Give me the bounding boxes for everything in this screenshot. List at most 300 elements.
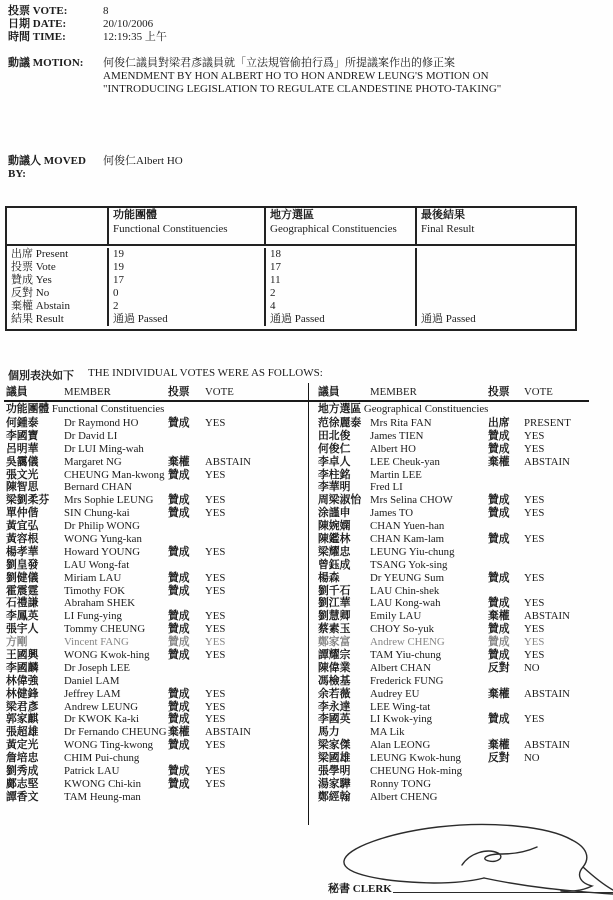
vote-row: [6, 649, 306, 662]
votes-table-header-left: [6, 386, 306, 400]
member-name-en: Mrs Selina CHOW: [370, 494, 453, 507]
vote-row: [318, 481, 610, 494]
member-name-cn: 劉健儀: [6, 571, 39, 584]
member-name-cn: 梁家傑: [318, 739, 351, 752]
motion-label: 動議 MOTION:: [8, 57, 84, 69]
member-vote-cn: [488, 469, 524, 482]
member-name-cn: 王國興: [6, 649, 39, 662]
member-vote-en: [205, 481, 306, 494]
vote-row: [318, 443, 610, 456]
member-name-cn: 陳偉業: [318, 661, 351, 674]
vote-meta-block: [8, 5, 167, 44]
member-vote-cn: [168, 533, 205, 546]
votes-column-divider: [308, 383, 309, 825]
member-name-cn: 馮檢基: [318, 674, 351, 687]
member-name-en: CHEUNG Man-kwong: [64, 468, 165, 481]
member-vote-en: [524, 701, 610, 714]
vote-row: [318, 675, 610, 688]
vote-number-value: 8: [103, 5, 109, 17]
geographical-group-title: [318, 403, 610, 417]
member-name-cn: 楊森: [318, 571, 340, 584]
vote-row: [318, 752, 610, 765]
member-vote-en: [524, 791, 610, 804]
vote-row: [6, 520, 306, 533]
member-vote-en: [524, 469, 610, 482]
vote-row: [6, 713, 306, 726]
votes-table-header-right: [318, 386, 610, 400]
member-name-en: Daniel LAM: [64, 674, 120, 687]
individual-votes-intro-label: 個別表決如下: [8, 370, 74, 382]
member-name-cn: 劉慧卿: [318, 610, 351, 623]
member-name-cn: 張超雄: [6, 726, 39, 739]
member-name-en: James TIEN: [370, 429, 424, 442]
member-name-cn: 馬力: [318, 726, 340, 739]
member-vote-cn: [488, 778, 524, 791]
member-vote-cn: 贊成: [168, 777, 190, 790]
motion-line: AMENDMENT BY HON ALBERT HO TO HON ANDREW LEUNG'S MOTION ON: [103, 70, 489, 82]
summary-final-value: [415, 300, 575, 313]
member-vote-cn: [488, 765, 524, 778]
geographical-rows: [318, 417, 610, 804]
summary-geographical-value: 2: [264, 287, 415, 300]
member-vote-en: YES: [205, 777, 226, 790]
individual-votes-intro: [8, 367, 323, 383]
vote-row: [6, 417, 306, 430]
member-name-cn: 李柱銘: [318, 468, 351, 481]
vote-row: [318, 739, 610, 752]
vote-row: [6, 778, 306, 791]
member-name-en: Dr Joseph LEE: [64, 661, 130, 674]
vote-row: [318, 713, 610, 726]
vote-row: [318, 546, 610, 559]
member-vote-en: [205, 791, 306, 804]
vote-row: [6, 636, 306, 649]
member-vote-cn: [168, 662, 205, 675]
member-vote-en: YES: [205, 610, 226, 623]
member-vote-cn: [168, 481, 205, 494]
summary-geographical-value: 通過 Passed: [264, 313, 415, 326]
member-name-cn: 李永達: [318, 700, 351, 713]
vote-row: [6, 688, 306, 701]
member-vote-en: [205, 533, 306, 546]
vote-row: [318, 688, 610, 701]
time-row: [8, 31, 167, 44]
member-name-cn: 陳鑑林: [318, 533, 351, 546]
vote-row: [6, 791, 306, 804]
moved-by-row: [8, 155, 183, 181]
member-vote-en: [524, 559, 610, 572]
geographical-group-title-cn: 地方選區: [318, 403, 362, 415]
member-name-en: Andrew CHENG: [370, 636, 445, 649]
vote-row: [6, 597, 306, 610]
member-vote-en: [205, 662, 306, 675]
member-name-cn: 黃宜弘: [6, 520, 39, 533]
member-vote-en: NO: [524, 661, 540, 674]
member-name-cn: 方剛: [6, 636, 28, 649]
summary-functional-value: 2: [107, 300, 264, 313]
member-vote-cn: 贊成: [488, 507, 510, 520]
member-name-cn: 曾鈺成: [318, 558, 351, 571]
member-vote-en: YES: [205, 649, 226, 662]
member-vote-en: YES: [524, 429, 545, 442]
member-name-en: CHAN Kam-lam: [370, 533, 445, 546]
summary-final-value: 通過 Passed: [415, 313, 575, 326]
moved-by-label: 動議人 MOVED BY:: [8, 155, 86, 180]
date-value: 20/10/2006: [103, 18, 154, 30]
member-vote-en: YES: [524, 636, 545, 649]
member-vote-cn: 贊成: [168, 649, 190, 662]
motion-block: [8, 57, 501, 96]
member-name-cn: 譚耀宗: [318, 649, 351, 662]
member-vote-en: YES: [524, 571, 545, 584]
member-vote-cn: 贊成: [168, 765, 190, 778]
summary-row-label: 結果 Result: [11, 313, 64, 325]
member-name-en: Abraham SHEK: [64, 597, 136, 610]
member-vote-en: [524, 546, 610, 559]
member-name-en: CHEUNG Hok-ming: [370, 765, 463, 778]
vote-col-header-cn: 投票: [488, 386, 510, 398]
member-name-en: KWONG Chi-kin: [64, 777, 142, 790]
member-name-en: LAU Chin-shek: [370, 584, 440, 597]
member-vote-cn: 贊成: [488, 597, 510, 610]
vote-row: [6, 701, 306, 714]
motion-text: [103, 57, 501, 96]
vote-row: [6, 481, 306, 494]
member-name-en: LI Kwok-ying: [370, 713, 433, 726]
vote-row: [318, 701, 610, 714]
summary-table-header: [7, 208, 575, 246]
member-vote-en: YES: [205, 545, 226, 558]
member-name-en: Dr Philip WONG: [64, 520, 140, 533]
member-name-cn: 譚香文: [6, 790, 39, 803]
vote-row: [6, 623, 306, 636]
member-name-en: Timothy FOK: [64, 584, 126, 597]
vote-row: [6, 752, 306, 765]
member-vote-en: YES: [205, 739, 226, 752]
member-name-cn: 范徐麗泰: [318, 417, 362, 429]
member-vote-cn: 反對: [488, 752, 510, 765]
geographical-header-cn: 地方選區: [270, 209, 314, 221]
member-name-cn: 吳靄儀: [6, 455, 39, 468]
summary-final-value: [415, 261, 575, 274]
member-vote-en: YES: [524, 507, 545, 520]
member-name-en: Albert HO: [370, 442, 416, 455]
member-name-cn: 湯家驊: [318, 777, 351, 790]
member-vote-cn: [488, 481, 524, 494]
summary-row: [7, 300, 575, 313]
member-name-cn: 劉秀成: [6, 765, 39, 778]
member-vote-en: NO: [524, 752, 540, 765]
summary-final-value: [415, 274, 575, 287]
member-name-cn: 呂明華: [6, 442, 39, 455]
member-vote-en: PRESENT: [524, 417, 571, 429]
summary-row: [7, 261, 575, 274]
member-vote-cn: [488, 675, 524, 688]
date-label: 日期 DATE:: [8, 18, 67, 30]
summary-geographical-value: 4: [264, 300, 415, 313]
clerk-label: 秘書 CLERK: [328, 883, 392, 895]
member-name-cn: 梁國雄: [318, 752, 351, 765]
member-name-cn: 黃容根: [6, 533, 39, 546]
member-name-en: SIN Chung-kai: [64, 507, 130, 520]
member-col-header-cn: 議員: [6, 386, 28, 398]
summary-col-geographical: [264, 208, 415, 246]
member-name-cn: 郭家麒: [6, 713, 39, 726]
member-name-cn: 黃定光: [6, 739, 39, 752]
member-name-cn: 李卓人: [318, 455, 351, 468]
member-name-en: WONG Kwok-hing: [64, 649, 150, 662]
member-vote-en: YES: [205, 468, 226, 481]
vote-number-label: 投票 VOTE:: [8, 5, 68, 17]
member-vote-en: [205, 430, 306, 443]
member-vote-en: [524, 778, 610, 791]
vote-row: [318, 585, 610, 598]
functional-group-title: [6, 403, 306, 417]
member-vote-en: [205, 752, 306, 765]
member-name-cn: 李國寶: [6, 429, 39, 442]
member-vote-cn: [168, 520, 205, 533]
member-vote-cn: 棄權: [488, 610, 510, 623]
member-name-cn: 石禮謙: [6, 597, 39, 610]
member-name-cn: 李國麟: [6, 661, 39, 674]
member-vote-en: YES: [205, 507, 226, 520]
vote-row: [318, 430, 610, 443]
member-name-en: WONG Ting-kwong: [64, 739, 154, 752]
member-name-en: LAU Kong-wah: [370, 597, 441, 610]
member-vote-en: YES: [524, 597, 545, 610]
vote-row: [6, 469, 306, 482]
votes-table-functional: [6, 386, 306, 804]
member-name-en: Miriam LAU: [64, 571, 122, 584]
summary-final-value: [415, 248, 575, 261]
member-name-cn: 詹培忠: [6, 752, 39, 765]
summary-functional-value: 19: [107, 261, 264, 274]
vote-row: [318, 417, 610, 430]
vote-col-header-en: VOTE: [205, 386, 234, 398]
member-vote-cn: 棄權: [488, 455, 510, 468]
vote-row: [318, 765, 610, 778]
summary-col-blank: [7, 208, 107, 246]
member-name-en: Bernard CHAN: [64, 481, 133, 494]
member-name-en: Martin LEE: [370, 468, 422, 481]
summary-col-final: [415, 208, 575, 246]
member-name-en: LEE Wing-tat: [370, 700, 431, 713]
summary-final-value: [415, 287, 575, 300]
member-name-cn: 楊孝華: [6, 545, 39, 558]
member-name-en: LAU Wong-fat: [64, 558, 130, 571]
geographical-group-title-en: Geographical Constituencies: [363, 403, 489, 415]
member-vote-en: [205, 559, 306, 572]
date-row: [8, 18, 167, 31]
vote-row: [318, 791, 610, 804]
member-name-cn: 劉皇發: [6, 558, 39, 571]
summary-functional-value: 0: [107, 287, 264, 300]
member-vote-en: YES: [205, 700, 226, 713]
member-name-cn: 林健鋒: [6, 687, 39, 700]
vote-row: [318, 572, 610, 585]
member-vote-cn: [168, 559, 205, 572]
member-vote-cn: 贊成: [488, 623, 510, 636]
vote-row: [6, 559, 306, 572]
member-name-en: Andrew LEUNG: [64, 700, 139, 713]
member-vote-cn: 贊成: [168, 687, 190, 700]
member-name-en: CHIM Pui-chung: [64, 752, 140, 765]
time-label: 時間 TIME:: [8, 31, 66, 43]
member-name-en: Patrick LAU: [64, 765, 120, 778]
member-vote-cn: [168, 443, 205, 456]
member-name-en: TAM Yiu-chung: [370, 649, 442, 662]
member-vote-cn: 贊成: [488, 636, 510, 649]
member-vote-en: YES: [205, 623, 226, 636]
member-vote-en: [524, 726, 610, 739]
summary-col-functional: [107, 208, 264, 246]
functional-group-title-en: Functional Constituencies: [51, 403, 165, 415]
member-vote-cn: [488, 585, 524, 598]
vote-col-header-cn: 投票: [168, 386, 190, 398]
member-vote-cn: 贊成: [168, 636, 190, 649]
member-name-en: MA Lik: [370, 726, 405, 739]
vote-row: [6, 494, 306, 507]
member-vote-cn: 贊成: [168, 739, 190, 752]
member-vote-cn: 贊成: [168, 468, 190, 481]
member-vote-cn: 贊成: [168, 545, 190, 558]
member-vote-cn: 棄權: [488, 739, 510, 752]
member-vote-cn: [168, 597, 205, 610]
member-vote-en: YES: [524, 442, 545, 455]
summary-row-label: 反對 No: [11, 287, 50, 299]
member-vote-en: ABSTAIN: [205, 455, 251, 468]
moved-by-value: 何俊仁Albert HO: [103, 155, 183, 167]
vote-row: [318, 507, 610, 520]
member-vote-en: [524, 481, 610, 494]
member-vote-cn: 贊成: [168, 417, 190, 429]
member-name-en: Mrs Sophie LEUNG: [64, 494, 154, 507]
functional-header-en: Functional Constituencies: [113, 222, 228, 235]
member-vote-en: YES: [524, 533, 545, 546]
member-name-en: TAM Heung-man: [64, 790, 141, 803]
member-vote-cn: [488, 546, 524, 559]
member-vote-cn: [488, 559, 524, 572]
functional-rows: [6, 417, 306, 804]
member-name-en: Tommy CHEUNG: [64, 623, 146, 636]
vote-row: [318, 662, 610, 675]
vote-col-header-en: VOTE: [524, 386, 553, 398]
member-col-header-en: MEMBER: [64, 386, 111, 398]
member-vote-en: YES: [205, 765, 226, 778]
summary-functional-value: 19: [107, 248, 264, 261]
member-name-cn: 李華明: [318, 481, 351, 494]
member-vote-cn: 贊成: [168, 610, 190, 623]
member-vote-cn: [488, 520, 524, 533]
member-col-header-en: MEMBER: [370, 386, 417, 398]
vote-row: [6, 726, 306, 739]
member-name-en: James TO: [370, 507, 414, 520]
vote-number-row: [8, 5, 167, 18]
member-name-en: Dr LUI Ming-wah: [64, 442, 144, 455]
member-vote-en: ABSTAIN: [524, 739, 570, 752]
member-name-cn: 單仲偕: [6, 507, 39, 520]
member-vote-en: YES: [205, 636, 226, 649]
vote-row: [318, 610, 610, 623]
member-name-en: Frederick FUNG: [370, 674, 444, 687]
member-vote-en: [524, 765, 610, 778]
vote-row: [318, 520, 610, 533]
member-name-en: Fred LI: [370, 481, 403, 494]
vote-row: [318, 533, 610, 546]
geographical-header-en: Geographical Constituencies: [270, 222, 397, 235]
vote-row: [318, 456, 610, 469]
summary-geographical-value: 18: [264, 248, 415, 261]
member-vote-en: YES: [205, 713, 226, 726]
member-vote-cn: 棄權: [168, 726, 190, 739]
member-vote-cn: [168, 675, 205, 688]
member-name-en: LEE Cheuk-yan: [370, 455, 440, 468]
member-vote-en: YES: [205, 494, 226, 507]
member-name-cn: 周梁淑怡: [318, 494, 362, 507]
member-name-en: Vincent FANG: [64, 636, 129, 649]
summary-row: [7, 313, 575, 326]
member-vote-cn: 贊成: [488, 429, 510, 442]
member-vote-en: ABSTAIN: [205, 726, 251, 739]
member-name-cn: 劉千石: [318, 584, 351, 597]
member-col-header-cn: 議員: [318, 386, 340, 398]
member-name-cn: 余若薇: [318, 687, 351, 700]
member-vote-cn: 贊成: [488, 442, 510, 455]
member-name-en: CHOY So-yuk: [370, 623, 435, 636]
member-name-cn: 林偉強: [6, 674, 39, 687]
member-vote-en: [524, 585, 610, 598]
summary-functional-value: 通過 Passed: [107, 313, 264, 326]
member-name-en: Albert CHAN: [370, 661, 431, 674]
vote-row: [318, 726, 610, 739]
member-name-en: Ronny TONG: [370, 777, 432, 790]
member-name-cn: 田北俊: [318, 429, 351, 442]
member-vote-cn: 棄權: [488, 687, 510, 700]
functional-group-title-cn: 功能團體: [6, 403, 50, 415]
vote-row: [318, 778, 610, 791]
member-vote-en: [205, 443, 306, 456]
member-name-en: LEUNG Yiu-chung: [370, 545, 455, 558]
member-name-en: LI Fung-ying: [64, 610, 122, 623]
member-name-en: WONG Yung-kan: [64, 533, 142, 546]
motion-line: "INTRODUCING LEGISLATION TO REGULATE CLANDESTINE PHOTO-TAKING": [103, 83, 502, 95]
vote-row: [6, 443, 306, 456]
member-vote-cn: 贊成: [488, 571, 510, 584]
member-name-cn: 霍震霆: [6, 584, 39, 597]
member-name-cn: 梁君彥: [6, 700, 39, 713]
member-vote-cn: 棄權: [168, 455, 190, 468]
member-name-en: Albert CHENG: [370, 790, 438, 803]
member-name-cn: 何鍾泰: [6, 417, 39, 429]
member-name-en: Jeffrey LAM: [64, 687, 121, 700]
final-header-cn: 最後結果: [421, 209, 465, 221]
member-vote-cn: 贊成: [168, 700, 190, 713]
summary-row-label: 棄權 Abstain: [11, 300, 70, 312]
member-name-en: Alan LEONG: [370, 739, 431, 752]
clerk-signature-line: [393, 892, 613, 893]
member-vote-cn: 贊成: [168, 507, 190, 520]
member-name-en: Dr KWOK Ka-ki: [64, 713, 139, 726]
member-vote-cn: 反對: [488, 661, 510, 674]
member-vote-cn: [168, 430, 205, 443]
individual-votes-intro-text: THE INDIVIDUAL VOTES WERE AS FOLLOWS:: [88, 367, 323, 379]
member-vote-en: [524, 675, 610, 688]
member-vote-en: ABSTAIN: [524, 455, 570, 468]
member-vote-en: ABSTAIN: [524, 610, 570, 623]
vote-row: [318, 623, 610, 636]
member-name-cn: 李國英: [318, 713, 351, 726]
member-vote-cn: [168, 791, 205, 804]
